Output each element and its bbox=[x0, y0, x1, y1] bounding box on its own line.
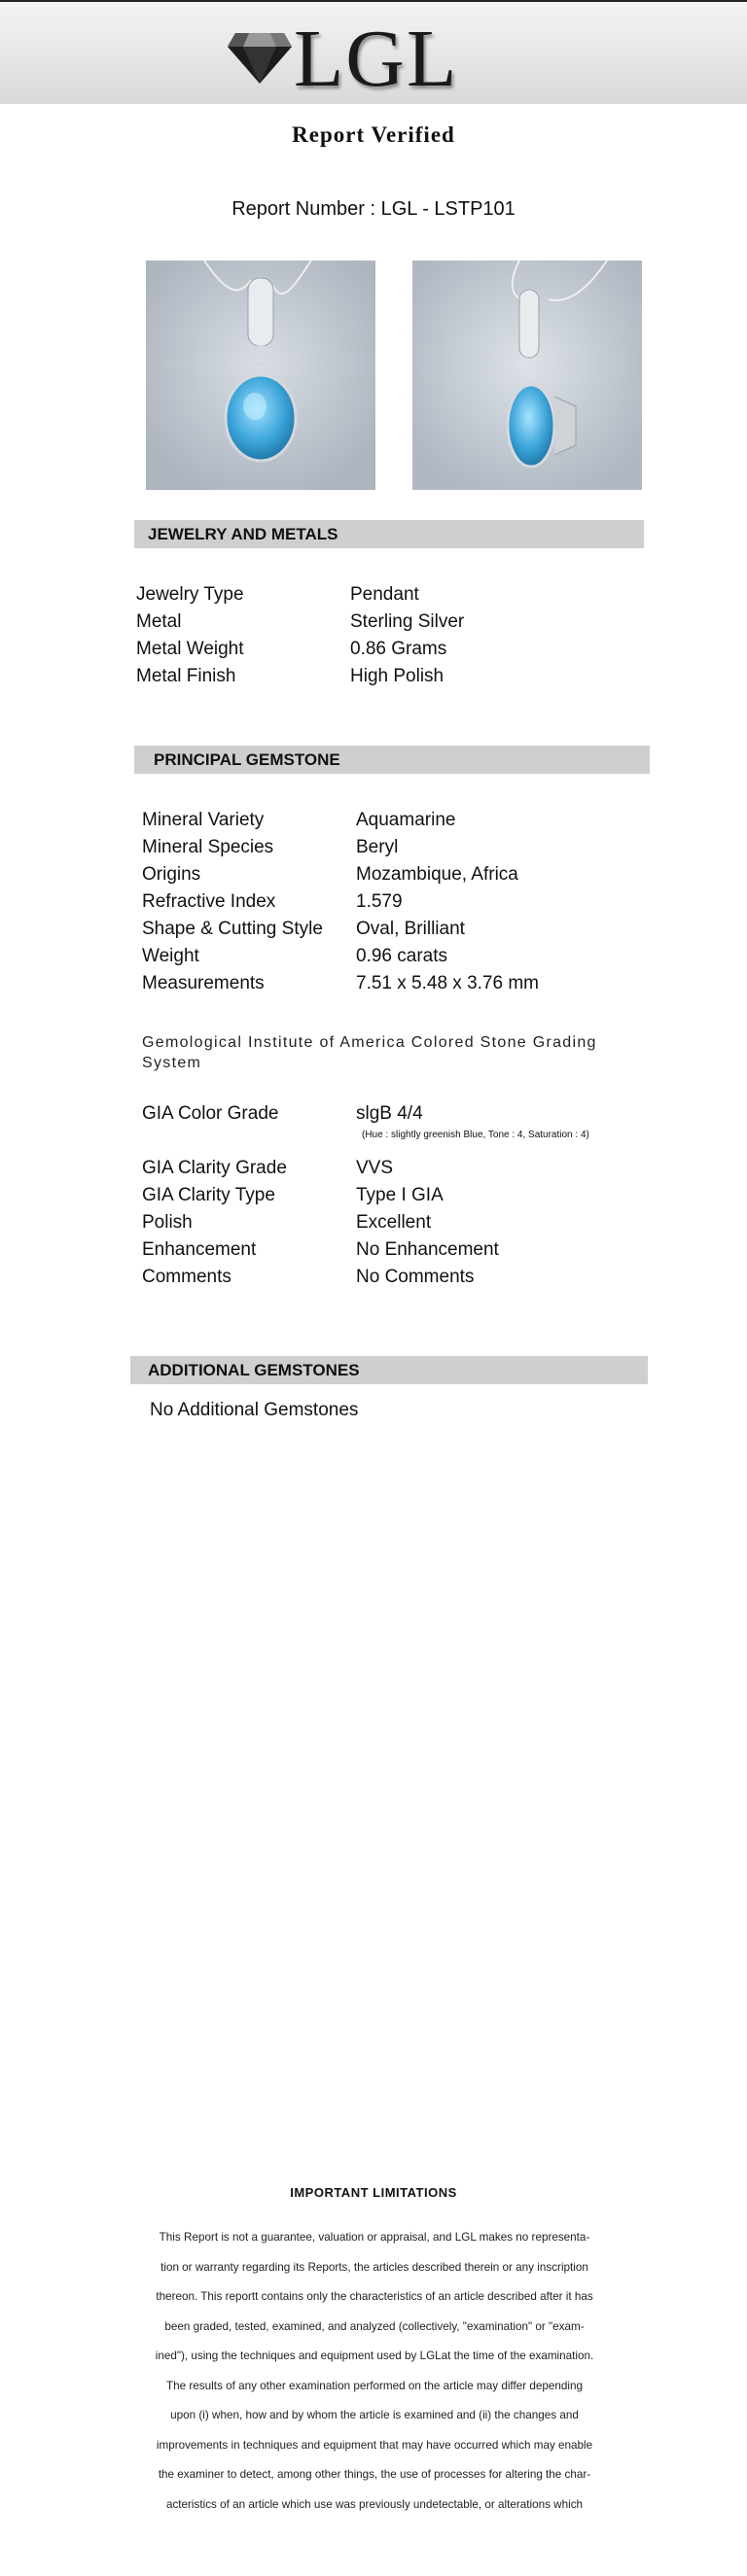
label-enhancement: Enhancement bbox=[142, 1239, 257, 1260]
limitations-line: been graded, tested, examined, and analyzed (collectively, "examination" or "exam- bbox=[164, 2319, 585, 2333]
section-heading-principal: PRINCIPAL GEMSTONE bbox=[134, 746, 650, 774]
value-weight: 0.96 carats bbox=[356, 946, 447, 966]
label-weight: Weight bbox=[142, 946, 199, 966]
label-shape-cutting: Shape & Cutting Style bbox=[142, 919, 323, 939]
section-heading-additional: ADDITIONAL GEMSTONES bbox=[130, 1356, 648, 1384]
no-additional-gemstones: No Additional Gemstones bbox=[150, 1400, 359, 1420]
color-grade-note: (Hue : slightly greenish Blue, Tone : 4, Saturation : 4) bbox=[362, 1130, 589, 1140]
value-metal-weight: 0.86 Grams bbox=[350, 639, 447, 659]
value-gia-clarity-type: Type I GIA bbox=[356, 1185, 444, 1205]
value-shape-cutting: Oval, Brilliant bbox=[356, 919, 465, 939]
value-jewelry-type: Pendant bbox=[350, 584, 419, 605]
limitations-line: upon (i) when, how and by whom the article is examined and (ii) the changes and bbox=[170, 2409, 579, 2421]
page-title: Report Verified bbox=[292, 122, 455, 147]
value-mineral-species: Beryl bbox=[356, 837, 399, 857]
label-comments: Comments bbox=[142, 1267, 231, 1287]
section-heading-jewelry: JEWELRY AND METALS bbox=[134, 520, 644, 548]
gia-system-title: Gemological Institute of America Colored Stone Grading System bbox=[142, 1034, 597, 1071]
value-polish: Excellent bbox=[356, 1212, 432, 1233]
diamond-icon bbox=[226, 19, 294, 87]
limitations-heading: IMPORTANT LIMITATIONS bbox=[290, 2185, 457, 2200]
limitations-line: tion or warranty regarding its Reports, the articles described therein or any inscription bbox=[160, 2260, 588, 2274]
logo-text: LGL bbox=[294, 14, 459, 104]
label-origins: Origins bbox=[142, 864, 201, 885]
label-measurements: Measurements bbox=[142, 973, 265, 993]
limitations-text bbox=[97, 2223, 652, 2520]
value-mineral-variety: Aquamarine bbox=[356, 810, 456, 830]
value-gia-color-grade: slgB 4/4 bbox=[356, 1103, 423, 1124]
value-metal-finish: High Polish bbox=[350, 666, 445, 686]
label-gia-color-grade: GIA Color Grade bbox=[142, 1103, 279, 1124]
value-refractive-index: 1.579 bbox=[356, 891, 403, 912]
limitations-line: the examiner to detect, among other things, the use of processes for altering the char- bbox=[158, 2468, 591, 2481]
pendant-photo-front bbox=[146, 261, 375, 490]
header-banner bbox=[0, 0, 747, 104]
limitations-line: ined"), using the techniques and equipment used by LGLat the time of the examination. bbox=[155, 2350, 594, 2362]
pendant-photo-side bbox=[412, 261, 642, 490]
value-gia-clarity-grade: VVS bbox=[356, 1158, 394, 1178]
label-metal-weight: Metal Weight bbox=[136, 639, 244, 659]
value-comments: No Comments bbox=[356, 1267, 475, 1287]
report-number: Report Number : LGL - LSTP101 bbox=[231, 198, 516, 220]
limitations-line: acteristics of an article which use was previously undetectable, or alterations which bbox=[165, 2497, 584, 2511]
value-metal: Sterling Silver bbox=[350, 611, 465, 632]
label-jewelry-type: Jewelry Type bbox=[136, 584, 244, 605]
limitations-line: thereon. This reportt contains only the characteristics of an article described after it has bbox=[156, 2290, 593, 2303]
limitations-line: The results of any other examination performed on the article may differ depending bbox=[166, 2379, 583, 2392]
label-gia-clarity-type: GIA Clarity Type bbox=[142, 1185, 275, 1205]
lgl-logo bbox=[226, 14, 479, 104]
label-metal-finish: Metal Finish bbox=[136, 666, 236, 686]
value-enhancement: No Enhancement bbox=[356, 1239, 499, 1260]
label-gia-clarity-grade: GIA Clarity Grade bbox=[142, 1158, 287, 1178]
value-origins: Mozambique, Africa bbox=[356, 864, 518, 885]
label-polish: Polish bbox=[142, 1212, 193, 1233]
label-refractive-index: Refractive Index bbox=[142, 891, 276, 912]
limitations-line: This Report is not a guarantee, valuation or appraisal, and LGL makes no representa- bbox=[159, 2231, 590, 2244]
value-measurements: 7.51 x 5.48 x 3.76 mm bbox=[356, 973, 539, 993]
label-mineral-species: Mineral Species bbox=[142, 837, 274, 857]
label-metal: Metal bbox=[136, 611, 182, 632]
limitations-line: improvements in techniques and equipment that may have occurred which may enable bbox=[156, 2438, 593, 2452]
label-mineral-variety: Mineral Variety bbox=[142, 810, 265, 830]
